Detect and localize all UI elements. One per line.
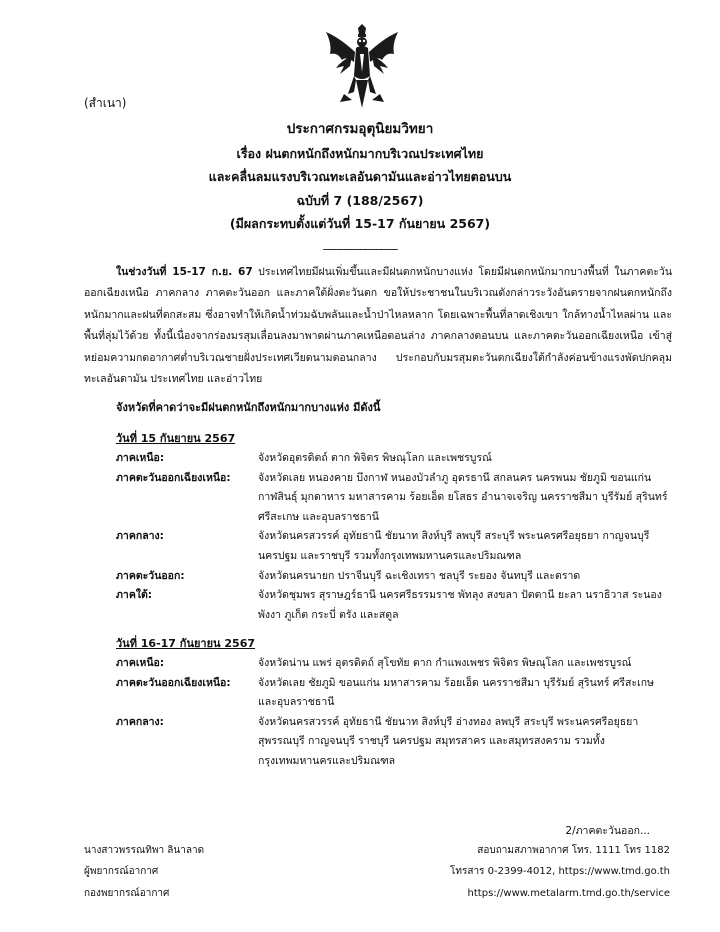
region-label: ภาคใต้:	[116, 589, 152, 602]
signature-block	[84, 840, 204, 904]
day-title: วันที่ 16-17 กันยายน 2567	[116, 637, 255, 650]
region-row	[116, 674, 676, 713]
province-list-heading: จังหวัดที่คาดว่าจะมีฝนตกหนักถึงหนักมากบางแห่ง มีดังนี้	[116, 401, 381, 414]
region-label: ภาคตะวันออก:	[116, 569, 185, 582]
copy-label: (สำเนา)	[84, 96, 127, 110]
province-list: จังหวัดน่าน แพร่ อุตรดิตถ์ สุโขทัย ตาก กำแพงเพชร พิจิตร พิษณุโลก และเพชรบูรณ์	[258, 657, 632, 669]
effective-dates: (มีผลกระทบตั้งแต่วันที่ 15-17 กันยายน 2567)	[229, 216, 491, 231]
hotline-text: สอบถามสภาพอากาศ โทร. 1111 โทร 1182	[477, 845, 670, 856]
region-row	[116, 654, 676, 674]
service-url[interactable]: https://www.metalarm.tmd.go.th/service	[467, 887, 670, 899]
province-list: จังหวัดนครนายก ปราจีนบุรี ฉะเชิงเทรา ชลบุรี ระยอง จันทบุรี และตราด	[258, 569, 581, 582]
intro-paragraph	[84, 262, 672, 390]
forecaster-position: ผู้พยากรณ์อากาศ	[84, 866, 159, 878]
region-label: ภาคกลาง:	[116, 530, 164, 543]
region-label: ภาคกลาง:	[116, 715, 164, 728]
subject-line-2: และคลื่นลมแรงบริเวณทะเลอันดามันและอ่าวไทยตอนบน	[208, 169, 512, 184]
province-list: จังหวัดชุมพร สุราษฎร์ธานี นครศรีธรรมราช พัทลุง สงขลา ปัตตานี ยะลา นราธิวาส ระนอง พังงา ภูเก็ต กระบี่ ตรัง และสตูล	[258, 589, 662, 621]
region-row	[116, 586, 676, 625]
region-label: ภาคตะวันออกเฉียงเหนือ:	[116, 676, 231, 689]
region-row	[116, 469, 676, 528]
province-list: จังหวัดนครสวรรค์ อุทัยธานี ชัยนาท สิงห์บุรี อ่างทอง ลพบุรี สระบุรี พระนครศรีอยุธยา สุพรรณบุรี กาญจนบุรี ราชบุรี นครปฐม สมุทรสาคร และสมุทรสงคราม รวมทั้งกรุงเทพมหานครและปริมณฑล	[258, 715, 639, 767]
intro-body: ประเทศไทยมีฝนเพิ่มขึ้นและมีฝนตกหนักบางแห่ง โดยมีฝนตกหนักมากบางพื้นที่ ในภาคตะวันออกเฉียงเหนือ ภาคกลาง ภาคตะวันออก และภาคใต้ฝั่งตะวันตก ขอให้ประชาชนในบริเวณดังกล่าวระวังอันตรายจากฝนตกหนักถึงหนักมากและฝนที่ตกสะสม ซึ่งอาจทำให้เกิดน้ำท่วมฉับพลันและน้ำป่าไหลหลาก โดยเฉพาะพื้นที่ลาดเชิงเขา ใกล้ทางน้ำไหลผ่าน และพื้นที่ลุ่มไว้ด้วย ทั้งนี้เนื่องจากร่องมรสุมเลื่อนลงมาพาดผ่านภาคเหนือตอนล่าง ภาคกลางตอนบน และภาคตะวันออกเฉียงเหนือ เข้าสู่หย่อมความกดอากาศต่ำบริเวณชายฝั่งประเทศเวียดนามตอนกลาง ประกอบกับมรสุมตะวันตกเฉียงใต้กำลังค่อนข้างแรงพัดปกคลุมทะเลอันดามัน ประเทศไทย และอ่าวไทย	[84, 266, 672, 386]
day-section	[116, 429, 676, 625]
province-list: จังหวัดเลย ชัยภูมิ ขอนแก่น มหาสารคาม ร้อยเอ็ด นครราชสีมา บุรีรัมย์ สุรินทร์ ศรีสะเกษ และอุบลราชธานี	[258, 676, 654, 709]
region-label: ภาคตะวันออกเฉียงเหนือ:	[116, 471, 231, 484]
region-label: ภาคเหนือ:	[116, 452, 165, 464]
region-label: ภาคเหนือ:	[116, 657, 165, 669]
region-row	[116, 527, 676, 566]
province-list: จังหวัดอุตรดิตถ์ ตาก พิจิตร พิษณุโลก และเพชรบูรณ์	[258, 452, 492, 464]
issue-number: ฉบับที่ 7 (188/2567)	[296, 192, 424, 208]
forecaster-name: นางสาวพรรณทิพา ลินาลาด	[84, 845, 205, 856]
header-divider: ______________	[323, 234, 397, 250]
contact-block	[450, 840, 670, 904]
contact-text: โทรสาร 0-2399-4012, https://www.tmd.go.th	[450, 866, 670, 878]
division-name: กองพยากรณ์อากาศ	[84, 887, 170, 899]
intro-lead: ในช่วงวันที่ 15-17 ก.ย. 67	[116, 266, 253, 278]
garuda-emblem-icon	[322, 24, 402, 112]
day-title: วันที่ 15 กันยายน 2567	[116, 432, 236, 445]
region-row	[116, 713, 676, 772]
announcement-title: ประกาศกรมอุตุนิยมวิทยา	[286, 121, 434, 137]
day-section	[116, 634, 676, 772]
province-list: จังหวัดนครสวรรค์ อุทัยธานี ชัยนาท สิงห์บุรี ลพบุรี สระบุรี พระนครศรีอยุธยา กาญจนบุรี นครปฐม และราชบุรี รวมทั้งกรุงเทพมหานครและปริมณฑล	[258, 530, 650, 562]
announcement-header	[0, 118, 720, 250]
region-row	[116, 449, 676, 469]
next-page-marker: 2/ภาคตะวันออก...	[565, 825, 650, 837]
province-list: จังหวัดเลย หนองคาย บึงกาฬ หนองบัวลำภู อุดรธานี สกลนคร นครพนม ชัยภูมิ ขอนแก่น กาฬสินธุ์ มุกดาหาร มหาสารคาม ร้อยเอ็ด ยโสธร อำนาจเจริญ นครราชสีมา บุรีรัมย์ สุรินทร์ ศรีสะเกษ และอุบลราชธานี	[258, 471, 668, 523]
subject-line-1: เรื่อง ฝนตกหนักถึงหนักมากบริเวณประเทศไทย	[236, 145, 484, 161]
region-row	[116, 567, 676, 587]
